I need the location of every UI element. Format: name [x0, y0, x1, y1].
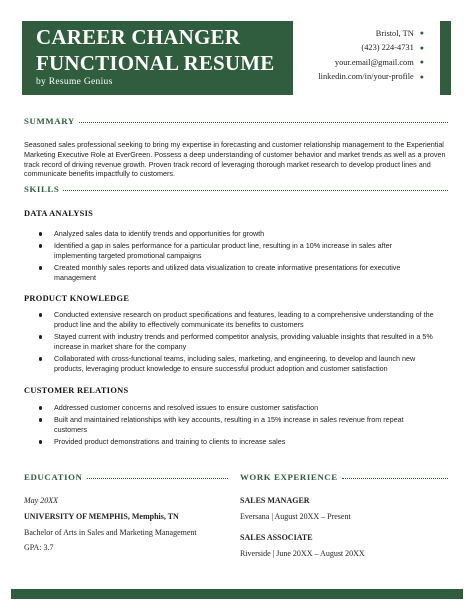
skills-heading [24, 184, 448, 194]
list-item: Conducted extensive research on product specifications and features, leading to a comprehensive understanding of the product line and the ability to effectively communicate its benefits to customers [38, 310, 436, 330]
list-item: Collaborated with cross-functional teams, including sales, marketing, and engineering, to develop and launch new products, leveraging product knowledge to ensure successful product adoption and customer satisfaction [38, 354, 436, 374]
contact-linkedin [318, 70, 424, 85]
byline: by Resume Genius [36, 77, 113, 87]
summary-text: Seasoned sales professional seeking to bring my expertise in forecasting and customer relationship management to the Experiential Marketing Executive Role at EverGreen. Possess a deep understanding of customer behavior and market trends as well as a proven track record of driving revenue growth. Proven track record of leveraging thorough market research to develop product lines and communicate benefits impactfully to customers. [24, 140, 446, 179]
contact-linkedin-text: linkedin.com/in/your-profile [318, 72, 414, 82]
contact-email-text: your.email@gmail.com [334, 57, 414, 67]
skill-group-title: PRODUCT KNOWLEDGE [24, 294, 130, 303]
contact-phone-text: (423) 224-4731 [361, 43, 414, 53]
work-heading-text: WORK EXPERIENCE [240, 472, 338, 482]
list-item: Analyzed sales data to identify trends and opportunities for growth [38, 229, 436, 239]
section-divider [79, 122, 448, 123]
education-heading-text: EDUCATION [24, 472, 83, 482]
skill-group-list [38, 310, 436, 376]
contact-email [318, 55, 424, 70]
list-item: Built and maintained relationships with key accounts, resulting in a 15% increase in sales revenue from repeat customers [38, 415, 436, 435]
education-heading [24, 472, 228, 482]
bullet-icon: ● [419, 72, 424, 81]
list-item: Stayed current with industry trends and performed competitor analysis, providing valuable insights that resulted in a 5% increase in market share for the company [38, 332, 436, 352]
education-school: UNIVERSITY OF MEMPHIS, Memphis, TN [24, 512, 179, 521]
skills-heading-text: SKILLS [24, 184, 60, 194]
contact-location [318, 26, 424, 41]
list-item: Provided product demonstrations and training to clients to increase sales [38, 437, 436, 447]
resume-title-line2: FUNCTIONAL RESUME [36, 51, 275, 75]
bullet-icon: ● [419, 58, 424, 67]
contact-info [318, 26, 424, 84]
job-detail: Eversana | August 20XX – Present [240, 512, 351, 521]
education-gpa: GPA: 3.7 [24, 543, 54, 552]
job-detail: Riverside | June 20XX – August 20XX [240, 549, 365, 558]
header-accent-bar [440, 21, 451, 95]
skill-group-title: DATA ANALYSIS [24, 209, 94, 218]
job-title: SALES ASSOCIATE [240, 533, 313, 542]
title-block [22, 21, 293, 95]
summary-heading [24, 116, 448, 126]
contact-location-text: Bristol, TN [375, 28, 414, 38]
skill-group-title: CUSTOMER RELATIONS [24, 386, 129, 395]
bullet-icon: ● [419, 43, 424, 52]
section-divider [342, 478, 448, 479]
education-degree: Bachelor of Arts in Sales and Marketing Management [24, 528, 197, 537]
list-item: Created monthly sales reports and utilized data visualization to create informative presentations for executive management [38, 263, 436, 283]
skill-group-list [38, 403, 436, 449]
summary-heading-text: SUMMARY [24, 116, 75, 126]
job-title: SALES MANAGER [240, 496, 310, 505]
bullet-icon: ● [419, 29, 424, 38]
section-divider [87, 478, 228, 479]
work-heading [240, 472, 448, 482]
footer-accent-bar [11, 589, 463, 599]
education-date: May 20XX [24, 496, 58, 505]
skill-group-list [38, 229, 436, 285]
resume-title-line1: CAREER CHANGER [36, 25, 241, 49]
list-item: Identified a gap in sales performance for a particular product line, resulting in a 10% increase in sales after implementing targeted promotional campaigns [38, 241, 436, 261]
contact-phone [318, 41, 424, 56]
section-divider [63, 190, 448, 191]
list-item: Addressed customer concerns and resolved issues to ensure customer satisfaction [38, 403, 436, 413]
